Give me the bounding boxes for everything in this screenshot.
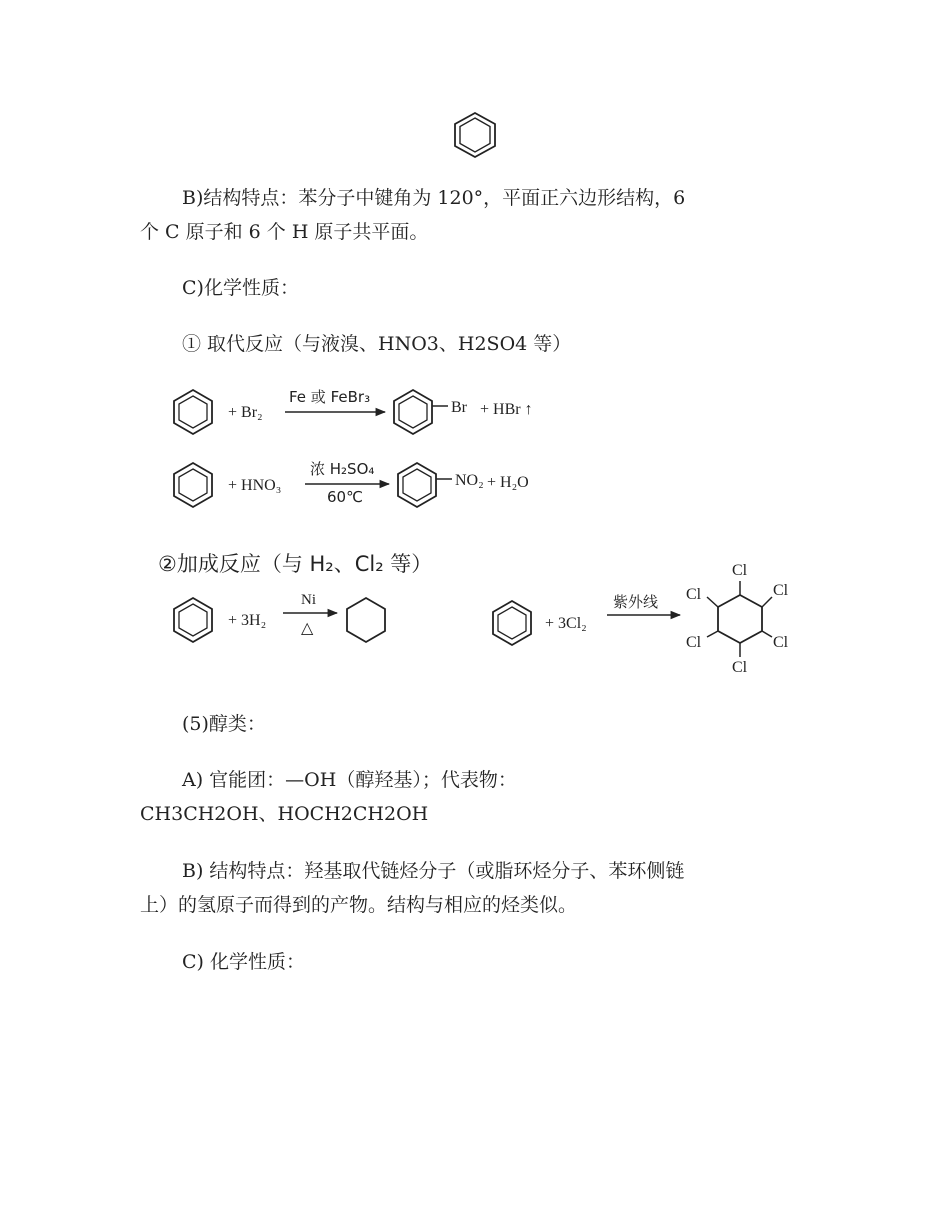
alcohols-heading: (5)醇类：	[182, 713, 266, 735]
nitration-condition-bottom: 60℃	[327, 488, 363, 506]
benzene-structure-line1: B)结构特点：苯分子中键角为 120°，平面正六边形结构，6	[182, 187, 686, 209]
cyclohexane-icon	[347, 598, 385, 642]
nitric-acid-reagent: + HNO₃	[228, 477, 282, 494]
nitrobenzene-ring-icon	[398, 463, 436, 507]
alcohol-structure-line2: 上）的氢原子而得到的产物。结构与相应的烃类似。	[140, 894, 578, 916]
bromine-substituent: Br	[451, 399, 467, 416]
hydrogen-reagent: + 3H₂	[228, 612, 267, 629]
cl-top: Cl	[732, 562, 748, 579]
hydrogenation-catalyst: Ni	[301, 592, 316, 608]
cl-upper-left: Cl	[686, 586, 702, 603]
alcohol-structure-line1: B) 结构特点：羟基取代链烃分子（或脂环烃分子、苯环侧链	[182, 860, 685, 882]
nitro-substituent: NO₂	[455, 472, 484, 489]
uv-condition: 紫外线	[613, 593, 659, 611]
benzene-structure-figure	[440, 105, 510, 165]
bromination-reaction	[174, 388, 533, 434]
hbr-byproduct: + HBr ↑	[480, 401, 533, 418]
water-byproduct: + H₂O	[487, 474, 529, 491]
cl-lower-right: Cl	[773, 634, 789, 651]
nitration-reaction	[174, 460, 529, 507]
nitration-condition-top: 浓 H₂SO₄	[310, 460, 375, 478]
benzene-reactant-icon	[174, 463, 212, 507]
reaction-scheme-figure	[155, 375, 795, 680]
cl-lower-left: Cl	[686, 634, 702, 651]
benzene-reactant-icon	[493, 601, 531, 645]
bromobenzene-ring-icon	[394, 390, 432, 434]
heating-symbol: △	[301, 618, 314, 637]
benzene-reactant-icon	[174, 598, 212, 642]
chlorination-reaction	[493, 562, 789, 676]
chlorine-reagent: + 3Cl₂	[545, 615, 587, 632]
hydrogenation-reaction	[174, 592, 385, 642]
addition-heading: ②加成反应（与 H₂、Cl₂ 等）	[158, 552, 433, 576]
benzene-reactant-icon	[174, 390, 212, 434]
alcohol-properties-heading: C) 化学性质：	[182, 951, 305, 973]
alcohol-functional-group-line2: CH3CH2OH、HOCH2CH2OH	[140, 803, 429, 825]
alcohol-functional-group-line1: A) 官能团：—OH（醇羟基）；代表物：	[182, 769, 517, 791]
bromination-condition: Fe 或 FeBr₃	[289, 388, 371, 406]
substitution-heading: ① 取代反应（与液溴、HNO3、H2SO4 等）	[182, 333, 572, 355]
cl-bottom: Cl	[732, 659, 748, 676]
benzene-structure-line2: 个 C 原子和 6 个 H 原子共平面。	[140, 221, 429, 243]
benzene-properties-heading: C)化学性质：	[182, 277, 299, 299]
hexachlorocyclohexane-ring-icon	[718, 595, 762, 643]
cl-upper-right: Cl	[773, 582, 789, 599]
bromine-reagent: + Br₂	[228, 404, 263, 421]
